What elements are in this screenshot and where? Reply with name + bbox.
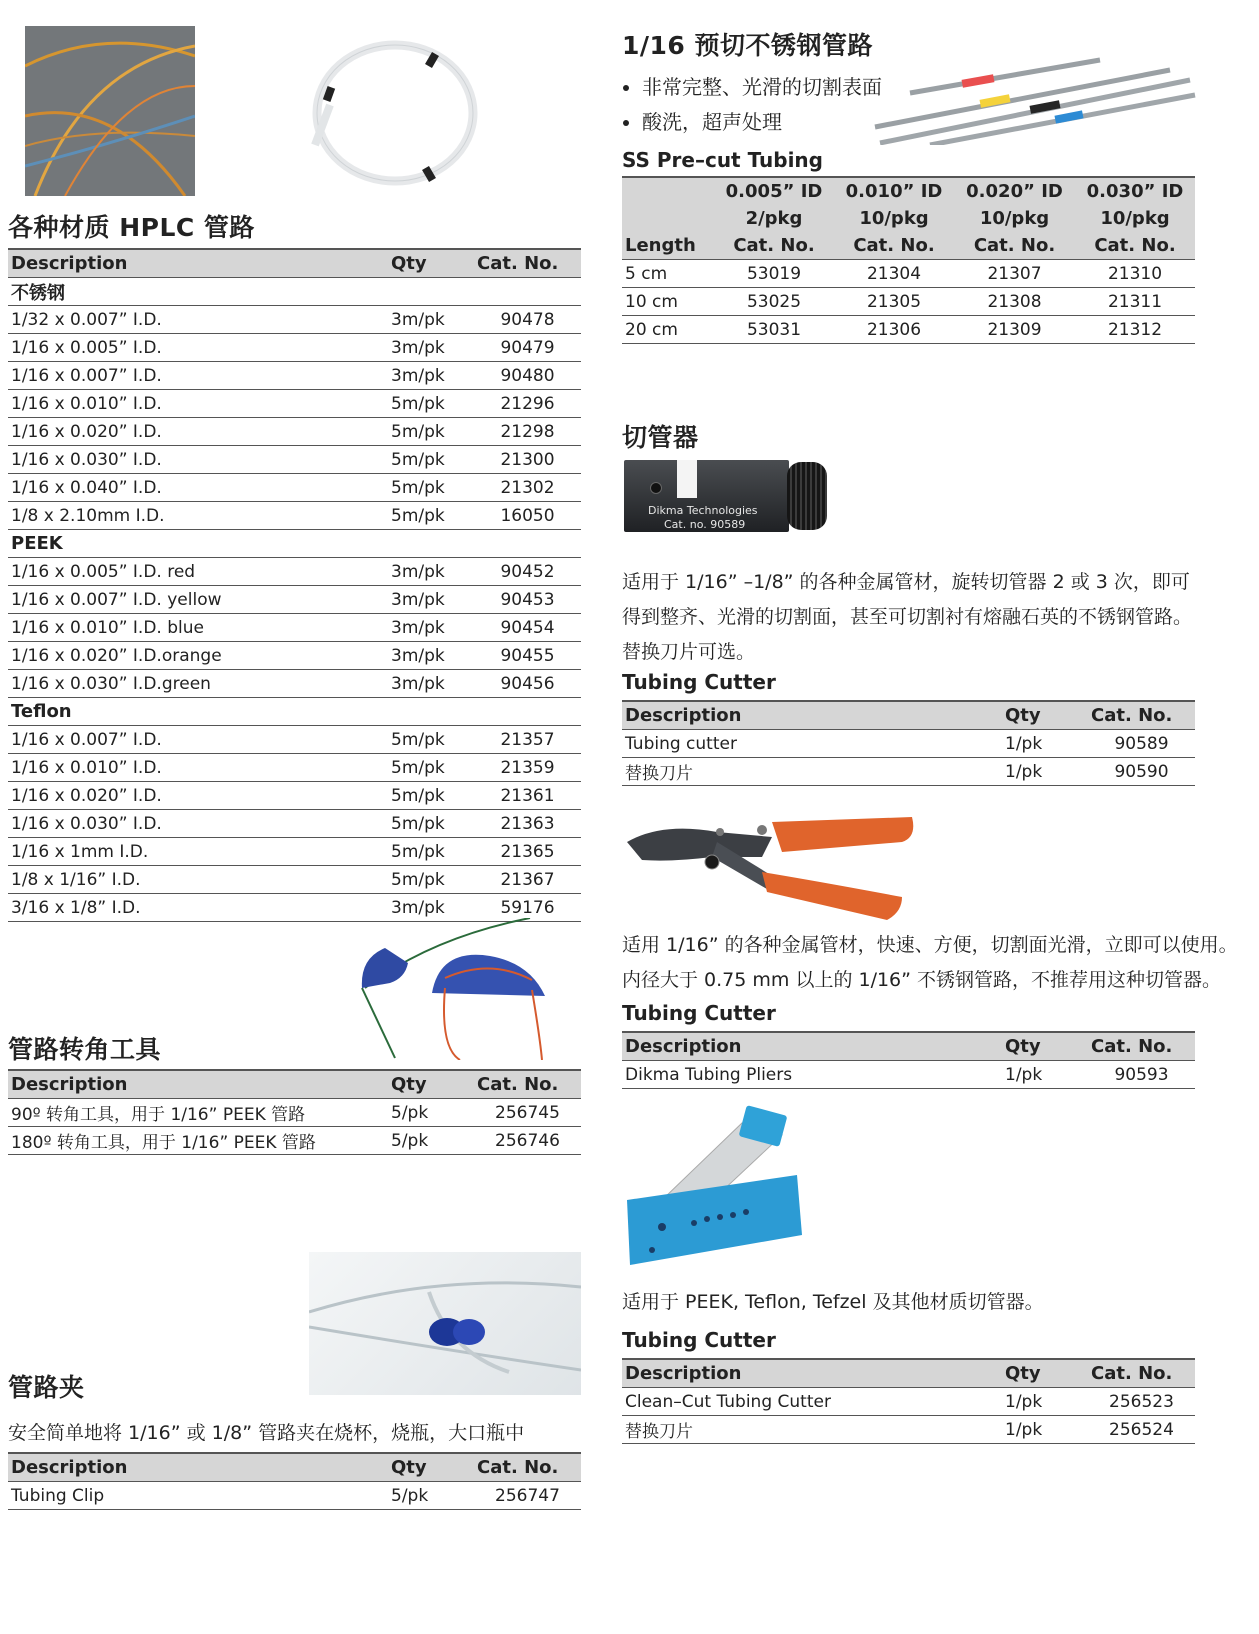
table-row [8, 362, 581, 390]
col-cat-no: Cat. No. [474, 249, 581, 278]
clean-cut-cutter-photo [622, 1105, 812, 1265]
table-row [622, 758, 1195, 786]
cell-description: 1/16 x 0.020” I.D. [8, 418, 388, 446]
table-row [8, 390, 581, 418]
col-0010-id: 0.010” ID [834, 177, 954, 205]
cell-description: 1/16 x 0.007” I.D. [8, 726, 388, 754]
table-row [8, 418, 581, 446]
ss-precut-bullets [622, 70, 882, 140]
col-description: Description [8, 1453, 388, 1482]
cell-description: 1/16 x 1mm I.D. [8, 838, 388, 866]
group-label: 不锈钢 [8, 278, 581, 306]
col-qty: Qty [1002, 1032, 1088, 1061]
pliers-desc-line: 适用 1/16” 的各种金属管材，快速、方便，切割面光滑，立即可以使用。 [622, 934, 1238, 956]
header-cell: 10/pkg [954, 205, 1075, 232]
cell-cat-no: 21296 [474, 390, 581, 418]
cell-cat-no: 90479 [474, 334, 581, 362]
cell-cat-no: 90593 [1088, 1061, 1195, 1089]
table-row [622, 1061, 1195, 1089]
cell-qty: 1/pk [1002, 758, 1088, 786]
table-row [8, 474, 581, 502]
pliers-table [622, 1031, 1195, 1089]
cell-description: 20 cm [622, 316, 714, 344]
cell-description: 180º 转角工具，用于 1/16” PEEK 管路 [8, 1127, 388, 1155]
cell-description: 5 cm [622, 260, 714, 288]
bullet-item: • 酸洗，超声处理 [642, 105, 882, 140]
group-label: PEEK [8, 530, 581, 558]
cell-cat-no: 256524 [1088, 1416, 1195, 1444]
header-cell: Cat. No. [954, 232, 1075, 260]
col-cat-no: Cat. No. [1088, 1032, 1195, 1061]
cell-cat-no: 21298 [474, 418, 581, 446]
cutter-cat-label: Cat. no. 90589 [664, 518, 746, 531]
cell-description: 1/16 x 0.020” I.D. [8, 782, 388, 810]
cell-qty: 3m/pk [388, 894, 474, 922]
tubing-pliers-photo [622, 812, 917, 924]
table-row [622, 730, 1195, 758]
col-qty: Qty [1002, 701, 1088, 730]
tubing-clip-table [8, 1452, 581, 1510]
cell-description: Dikma Tubing Pliers [622, 1061, 1002, 1089]
cell-cat-no: 90454 [474, 614, 581, 642]
cell-cat-no: 21367 [474, 866, 581, 894]
cell-description: 1/16 x 0.010” I.D. blue [8, 614, 388, 642]
cell-qty: 5m/pk [388, 838, 474, 866]
table-row [8, 670, 581, 698]
table-row [8, 334, 581, 362]
cell-description: 1/16 x 0.007” I.D. yellow [8, 586, 388, 614]
cell-qty: 3m/pk [388, 670, 474, 698]
cell-cat-no: 16050 [474, 502, 581, 530]
cutter-desc-line: 适用于 1/16” –1/8” 的各种金属管材，旋转切管器 2 或 3 次，即可 [622, 571, 1190, 593]
table-row [622, 288, 1195, 316]
cell-description: 1/8 x 1/16” I.D. [8, 866, 388, 894]
cell-qty: 5m/pk [388, 390, 474, 418]
table-row [8, 866, 581, 894]
col-length [622, 177, 714, 205]
cell-description: 1/16 x 0.040” I.D. [8, 474, 388, 502]
col-description: Description [622, 701, 1002, 730]
col-qty: Qty [388, 1070, 474, 1099]
cell-cat-no: 90452 [474, 558, 581, 586]
col-description: Description [622, 1359, 1002, 1388]
cell-extra: 21307 [954, 260, 1075, 288]
col-qty: Qty [388, 1453, 474, 1482]
cell-cat-no: 90455 [474, 642, 581, 670]
cutter-table [622, 700, 1195, 786]
cell-qty: 3m/pk [388, 334, 474, 362]
cell-description: 1/16 x 0.030” I.D. [8, 810, 388, 838]
hplc-tubing-title: 各种材质 HPLC 管路 [8, 213, 255, 242]
table-row [622, 1416, 1195, 1444]
table-row [8, 306, 581, 334]
cell-qty: 5m/pk [388, 418, 474, 446]
cell-qty: 1/pk [1002, 1388, 1088, 1416]
cell-qty: 5m/pk [388, 782, 474, 810]
cell-qty: 53031 [714, 316, 834, 344]
col-description: Description [8, 249, 388, 278]
cell-qty: 3m/pk [388, 586, 474, 614]
cell-qty: 5m/pk [388, 726, 474, 754]
cell-cat-no: 90590 [1088, 758, 1195, 786]
cell-qty: 3m/pk [388, 362, 474, 390]
cell-description: 90º 转角工具，用于 1/16” PEEK 管路 [8, 1099, 388, 1127]
cell-description: 1/32 x 0.007” I.D. [8, 306, 388, 334]
cell-cat-no: 21363 [474, 810, 581, 838]
cell-description: 1/16 x 0.030” I.D. [8, 446, 388, 474]
clean-cut-subtitle: Tubing Cutter [622, 1328, 776, 1352]
colored-tubing-photo [25, 26, 195, 196]
group-row [8, 278, 581, 306]
cell-qty: 5m/pk [388, 446, 474, 474]
table-row [8, 614, 581, 642]
header-cell: 10/pkg [1075, 205, 1195, 232]
cell-qty: 1/pk [1002, 730, 1088, 758]
cell-qty: 53019 [714, 260, 834, 288]
cell-qty: 5m/pk [388, 474, 474, 502]
cell-cat-no: 21365 [474, 838, 581, 866]
cell-qty: 5/pk [388, 1127, 474, 1155]
cell-cat-no: 21302 [474, 474, 581, 502]
cell-description: 1/16 x 0.030” I.D.green [8, 670, 388, 698]
cell-extra: 21308 [954, 288, 1075, 316]
col-cat-no: Cat. No. [1088, 701, 1195, 730]
table-row [8, 1127, 581, 1155]
cell-cat-no: 90589 [1088, 730, 1195, 758]
clean-cut-description: 适用于 PEEK, Teflon, Tefzel 及其他材质切管器。 [622, 1291, 1044, 1313]
header-cell: Length [622, 232, 714, 260]
table-row [8, 726, 581, 754]
table-row [8, 810, 581, 838]
col-qty: Qty [388, 249, 474, 278]
table-row [622, 260, 1195, 288]
pliers-description [622, 928, 1238, 998]
col-0020-id: 0.020” ID [954, 177, 1075, 205]
cell-cat-no: 21357 [474, 726, 581, 754]
cutter-description [622, 565, 1192, 670]
pliers-subtitle: Tubing Cutter [622, 1001, 776, 1025]
cell-description: 3/16 x 1/8” I.D. [8, 894, 388, 922]
table-row [8, 502, 581, 530]
table-row [8, 446, 581, 474]
cutter-title: 切管器 [622, 423, 699, 452]
cell-cat-no: 21304 [834, 260, 954, 288]
cell-description: 替换刀片 [622, 1416, 1002, 1444]
col-qty: Qty [1002, 1359, 1088, 1388]
ss-precut-table [622, 176, 1195, 344]
table-row [8, 642, 581, 670]
cell-description: 1/16 x 0.010” I.D. [8, 390, 388, 418]
cell-qty: 53025 [714, 288, 834, 316]
header-cell: 2/pkg [714, 205, 834, 232]
cell-description: 1/16 x 0.007” I.D. [8, 362, 388, 390]
cell-extra: 21311 [1075, 288, 1195, 316]
tubing-clip-photo [309, 1252, 581, 1395]
clean-cut-table [622, 1358, 1195, 1444]
col-cat-no: Cat. No. [474, 1453, 581, 1482]
header-cell: Cat. No. [1075, 232, 1195, 260]
cell-cat-no: 256745 [474, 1099, 581, 1127]
bend-tool-table [8, 1069, 581, 1155]
bend-tool-photo [350, 918, 550, 1060]
cell-cat-no: 21359 [474, 754, 581, 782]
cell-description: 1/16 x 0.010” I.D. [8, 754, 388, 782]
cell-cat-no: 21306 [834, 316, 954, 344]
table-row [8, 782, 581, 810]
cell-qty: 5/pk [388, 1099, 474, 1127]
col-0030-id: 0.030” ID [1075, 177, 1195, 205]
cell-description: 替换刀片 [622, 758, 1002, 786]
cell-qty: 1/pk [1002, 1061, 1088, 1089]
header-cell [622, 205, 714, 232]
cell-qty: 5m/pk [388, 866, 474, 894]
cell-description: 1/16 x 0.005” I.D. [8, 334, 388, 362]
bullet-item: • 非常完整、光滑的切割表面 [642, 70, 882, 105]
cell-qty: 5/pk [388, 1482, 474, 1510]
group-label: Teflon [8, 698, 581, 726]
cell-description: 1/16 x 0.005” I.D. red [8, 558, 388, 586]
cell-qty: 3m/pk [388, 558, 474, 586]
group-row [8, 698, 581, 726]
tubing-clip-description: 安全简单地将 1/16” 或 1/8” 管路夹在烧杯，烧瓶，大口瓶中 [8, 1422, 525, 1444]
cell-cat-no: 90480 [474, 362, 581, 390]
cell-cat-no: 59176 [474, 894, 581, 922]
teflon-coil-photo [300, 35, 480, 195]
table-row [622, 1388, 1195, 1416]
tubing-clip-title: 管路夹 [8, 1373, 85, 1402]
precut-tubes-photo [870, 55, 1200, 145]
cell-cat-no: 256746 [474, 1127, 581, 1155]
cell-cat-no: 90456 [474, 670, 581, 698]
cell-cat-no: 90478 [474, 306, 581, 334]
cutter-subtitle: Tubing Cutter [622, 670, 776, 694]
cell-description: Tubing cutter [622, 730, 1002, 758]
table-row [8, 1099, 581, 1127]
cell-qty: 5m/pk [388, 502, 474, 530]
table-row [8, 754, 581, 782]
tubing-cutter-photo [622, 452, 832, 534]
col-description: Description [622, 1032, 1002, 1061]
cell-cat-no: 256747 [474, 1482, 581, 1510]
cell-description: 1/8 x 2.10mm I.D. [8, 502, 388, 530]
cutter-brand-label: Dikma Technologies [648, 504, 758, 517]
col-description: Description [8, 1070, 388, 1099]
cell-qty: 5m/pk [388, 810, 474, 838]
cell-qty: 1/pk [1002, 1416, 1088, 1444]
cell-qty: 3m/pk [388, 642, 474, 670]
cell-cat-no: 21300 [474, 446, 581, 474]
cell-qty: 3m/pk [388, 306, 474, 334]
hplc-tubing-table [8, 248, 581, 922]
table-row [622, 316, 1195, 344]
group-row [8, 530, 581, 558]
table-row [8, 838, 581, 866]
cell-qty: 5m/pk [388, 754, 474, 782]
cell-description: 1/16 x 0.020” I.D.orange [8, 642, 388, 670]
header-cell: 10/pkg [834, 205, 954, 232]
cell-qty: 3m/pk [388, 614, 474, 642]
cell-cat-no: 21361 [474, 782, 581, 810]
cell-cat-no: 90453 [474, 586, 581, 614]
cell-description: Tubing Clip [8, 1482, 388, 1510]
cell-extra: 21309 [954, 316, 1075, 344]
header-cell: Cat. No. [714, 232, 834, 260]
col-cat-no: Cat. No. [474, 1070, 581, 1099]
ss-precut-subtitle: SS Pre–cut Tubing [622, 148, 823, 172]
header-cell: Cat. No. [834, 232, 954, 260]
cell-extra: 21310 [1075, 260, 1195, 288]
cell-cat-no: 256523 [1088, 1388, 1195, 1416]
col-0005-id: 0.005” ID [714, 177, 834, 205]
cutter-desc-line: 替换刀片可选。 [622, 641, 756, 663]
cutter-desc-line: 得到整齐、光滑的切割面，甚至可切割衬有熔融石英的不锈钢管路。 [622, 606, 1193, 628]
cell-description: Clean–Cut Tubing Cutter [622, 1388, 1002, 1416]
bend-tool-title: 管路转角工具 [8, 1035, 162, 1064]
table-row [8, 558, 581, 586]
col-cat-no: Cat. No. [1088, 1359, 1195, 1388]
pliers-desc-line: 内径大于 0.75 mm 以上的 1/16” 不锈钢管路，不推荐用这种切管器。 [622, 969, 1222, 991]
cell-cat-no: 21305 [834, 288, 954, 316]
table-row [8, 1482, 581, 1510]
cell-description: 10 cm [622, 288, 714, 316]
cell-extra: 21312 [1075, 316, 1195, 344]
table-row [8, 586, 581, 614]
ss-precut-title: 1/16 预切不锈钢管路 [622, 31, 874, 60]
